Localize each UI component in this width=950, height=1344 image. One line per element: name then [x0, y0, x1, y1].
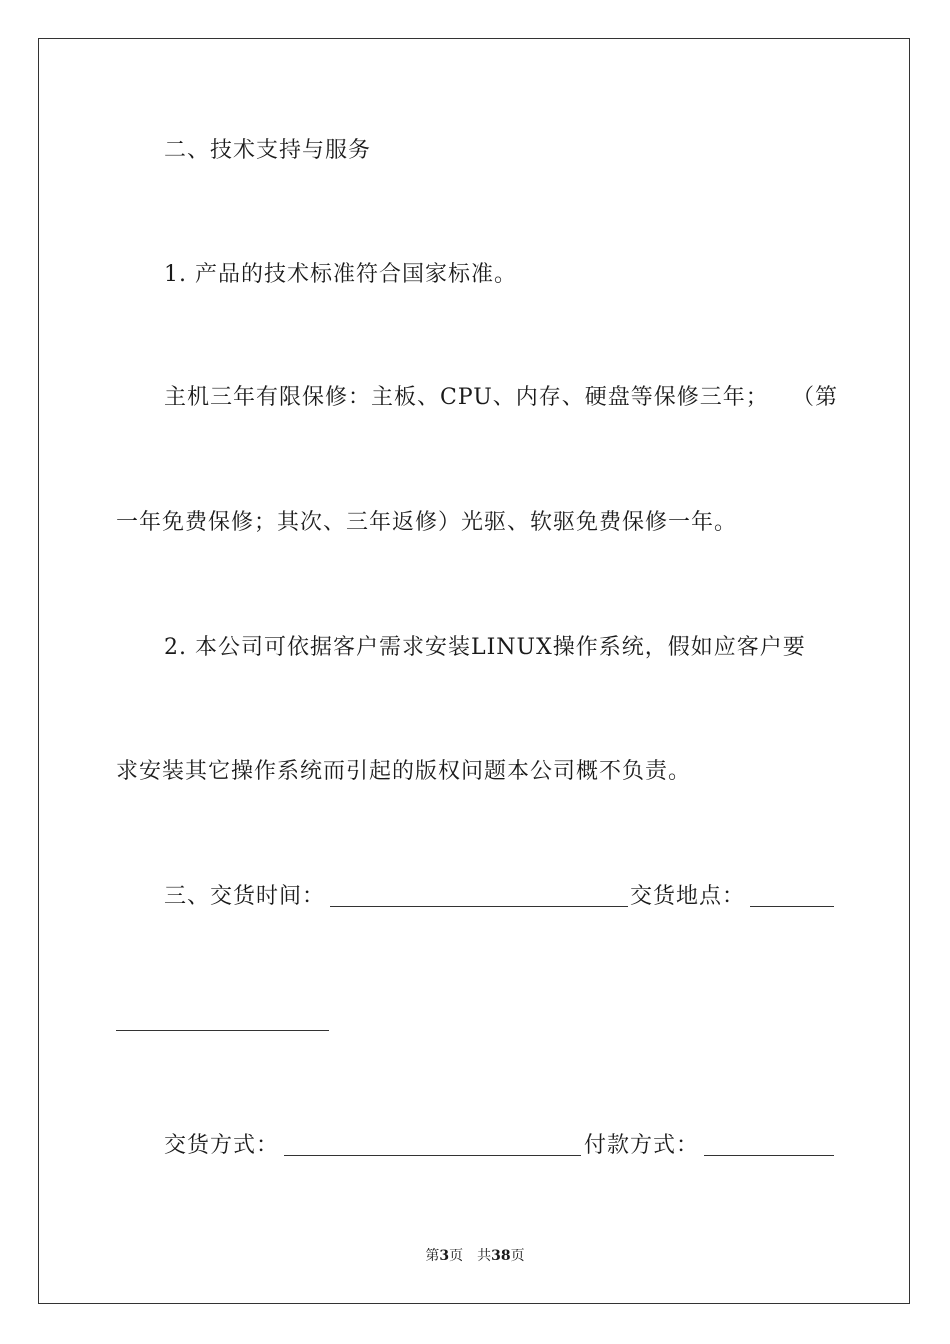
delivery-method-label: 交货方式： — [164, 1133, 280, 1158]
footer-page-mid: 页 共 — [449, 1248, 492, 1264]
footer-current-page: 3 — [439, 1248, 450, 1264]
warranty-line-1-tail: （第 — [792, 385, 839, 410]
warranty-line-2: 一年免费保修；其次、三年返修）光驱、软驱免费保修一年。 — [116, 510, 738, 535]
item-2-line-1: 2. 本公司可依据客户需求安装LINUX操作系统，假如应客户要 — [164, 635, 806, 660]
item-2-line-2: 求安装其它操作系统而引起的版权问题本公司概不负责。 — [116, 759, 692, 784]
footer-page-prefix: 第 — [425, 1248, 440, 1264]
delivery-place-blank-continued[interactable] — [116, 1030, 329, 1031]
delivery-method-blank[interactable] — [284, 1155, 581, 1156]
payment-method-label: 付款方式： — [584, 1133, 700, 1158]
payment-method-blank[interactable] — [704, 1155, 834, 1156]
footer-page-suffix: 页 — [510, 1248, 525, 1264]
delivery-place-label: 交货地点： — [630, 884, 746, 909]
delivery-place-blank[interactable] — [750, 906, 834, 907]
delivery-time-label: 三、交货时间： — [164, 884, 326, 909]
footer-total-pages: 38 — [491, 1248, 511, 1264]
page-footer — [0, 1246, 950, 1266]
item-1-text: 1. 产品的技术标准符合国家标准。 — [164, 262, 517, 287]
section-heading-tech-support: 二、技术支持与服务 — [164, 138, 372, 163]
delivery-time-blank[interactable] — [330, 906, 628, 907]
warranty-line-1: 主机三年有限保修：主板、CPU、内存、硬盘等保修三年； — [164, 385, 769, 410]
page-border — [38, 38, 910, 1304]
